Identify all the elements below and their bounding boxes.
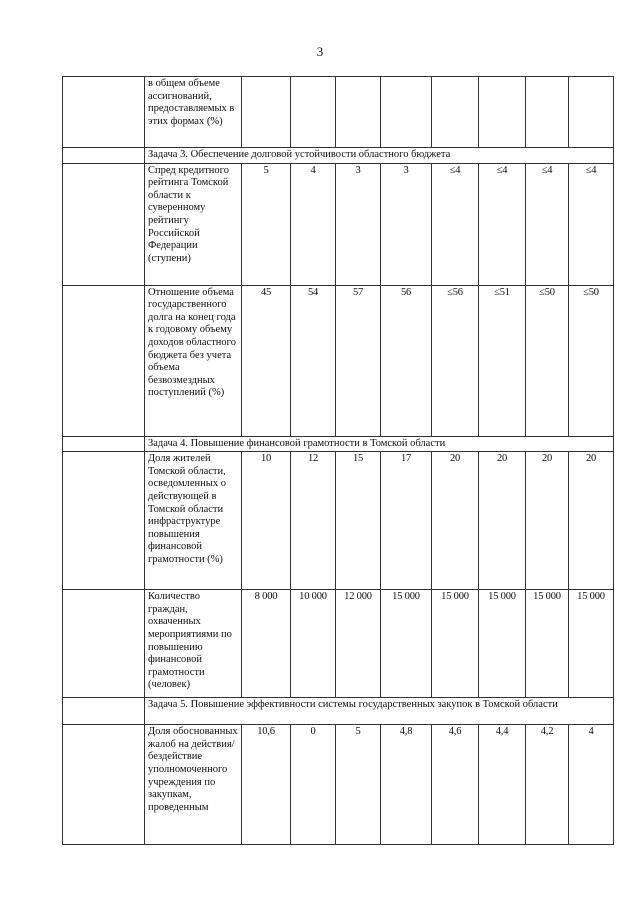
value-cell: ≤50: [569, 285, 614, 436]
table-row: [63, 285, 614, 436]
value-cell: 12 000: [336, 590, 381, 698]
task-title: Задача 4. Повышение финансовой грамотности в Томской области: [145, 436, 614, 452]
value-cell: 10 000: [291, 590, 336, 698]
number-cell: [63, 590, 145, 698]
table-row: [63, 77, 614, 148]
value-cell: 3: [336, 163, 381, 285]
value-cell: 5: [242, 163, 291, 285]
value-cell: [381, 77, 432, 148]
value-cell: 4,8: [381, 725, 432, 845]
task-row: [63, 148, 614, 164]
value-cell: [432, 77, 479, 148]
value-cell: 4: [569, 725, 614, 845]
value-cell: 15 000: [569, 590, 614, 698]
value-cell: 15 000: [432, 590, 479, 698]
value-cell: ≤56: [432, 285, 479, 436]
value-cell: [336, 77, 381, 148]
table-row: [63, 452, 614, 590]
value-cell: 20: [526, 452, 569, 590]
value-cell: 3: [381, 163, 432, 285]
value-cell: 4,2: [526, 725, 569, 845]
number-cell: [63, 725, 145, 845]
value-cell: 54: [291, 285, 336, 436]
value-cell: ≤4: [432, 163, 479, 285]
value-cell: ≤4: [526, 163, 569, 285]
table-row: [63, 590, 614, 698]
indicator-label: Доля обоснованных жалоб на действия/ бездействие уполномоченного учреждения по закупкам, проведенным: [145, 725, 242, 845]
value-cell: 12: [291, 452, 336, 590]
value-cell: 20: [432, 452, 479, 590]
value-cell: 4,6: [432, 725, 479, 845]
number-cell: [63, 148, 145, 164]
number-cell: [63, 163, 145, 285]
value-cell: 15 000: [479, 590, 526, 698]
value-cell: 4: [291, 163, 336, 285]
value-cell: [526, 77, 569, 148]
value-cell: ≤51: [479, 285, 526, 436]
value-cell: 17: [381, 452, 432, 590]
page-number: 3: [316, 44, 324, 59]
number-cell: [63, 698, 145, 725]
number-cell: [63, 452, 145, 590]
value-cell: ≤4: [479, 163, 526, 285]
value-cell: [569, 77, 614, 148]
value-cell: 15: [336, 452, 381, 590]
indicator-label: Доля жителей Томской области, осведомленных о действующей в Томской области инфраструктуре повышения финансовой грамотности (%): [145, 452, 242, 590]
value-cell: 15 000: [526, 590, 569, 698]
task-title: Задача 5. Повышение эффективности системы государственных закупок в Томской области: [145, 698, 614, 725]
value-cell: 20: [479, 452, 526, 590]
value-cell: 15 000: [381, 590, 432, 698]
value-cell: [242, 77, 291, 148]
value-cell: 10: [242, 452, 291, 590]
table-row: [63, 163, 614, 285]
number-cell: [63, 77, 145, 148]
value-cell: 0: [291, 725, 336, 845]
value-cell: 8 000: [242, 590, 291, 698]
indicator-label: в общем объеме ассигнований, предоставляемых в этих формах (%): [145, 77, 242, 148]
value-cell: 45: [242, 285, 291, 436]
task-row: [63, 436, 614, 452]
task-row: [63, 698, 614, 725]
indicator-label: Отношение объема государственного долга на конец года к годовому объему доходов областного бюджета без учета объема безвозмездных поступлений (%): [145, 285, 242, 436]
number-cell: [63, 285, 145, 436]
table-row: [63, 725, 614, 845]
value-cell: 4,4: [479, 725, 526, 845]
indicator-label: Количество граждан, охваченных мероприятиями по повышению финансовой грамотности (человек): [145, 590, 242, 698]
value-cell: [291, 77, 336, 148]
value-cell: [479, 77, 526, 148]
indicators-table: [62, 76, 614, 845]
value-cell: 57: [336, 285, 381, 436]
number-cell: [63, 436, 145, 452]
value-cell: 20: [569, 452, 614, 590]
task-title: Задача 3. Обеспечение долговой устойчивости областного бюджета: [145, 148, 614, 164]
value-cell: 5: [336, 725, 381, 845]
value-cell: ≤4: [569, 163, 614, 285]
indicator-label: Спред кредитного рейтинга Томской области к суверенному рейтингу Российской Федерации (ступени): [145, 163, 242, 285]
value-cell: ≤50: [526, 285, 569, 436]
value-cell: 56: [381, 285, 432, 436]
value-cell: 10,6: [242, 725, 291, 845]
